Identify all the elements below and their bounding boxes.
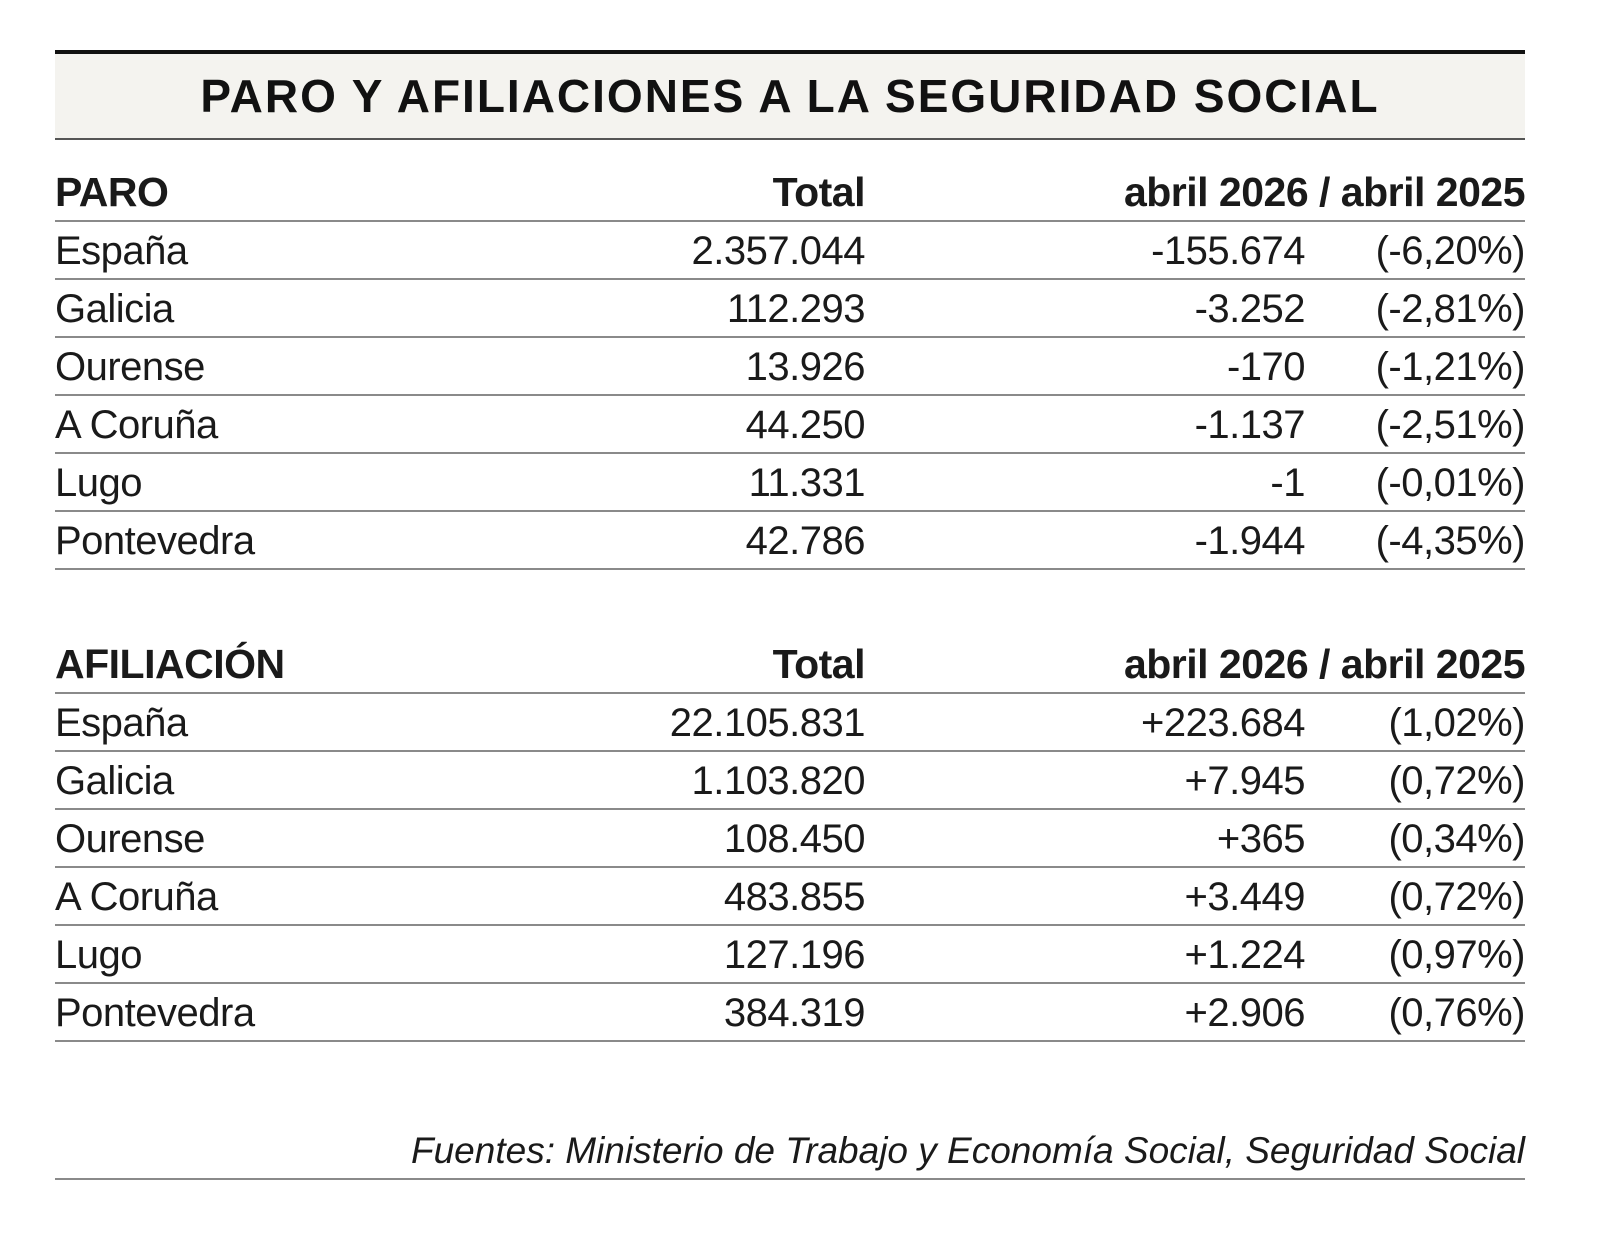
afiliacion-total-header: Total — [772, 641, 865, 687]
paro-variation-header: abril 2026 / abril 2025 — [1123, 169, 1525, 215]
region-name: España — [55, 701, 188, 745]
total-value: 13.926 — [745, 345, 865, 389]
title-banner — [55, 50, 1525, 140]
variation-value: -170 — [1226, 345, 1305, 389]
percent-value: (-2,51%) — [1375, 403, 1525, 447]
total-value: 108.450 — [723, 817, 865, 861]
region-name: Galicia — [55, 287, 174, 331]
variation-value: +2.906 — [1184, 991, 1305, 1035]
total-value: 22.105.831 — [669, 701, 865, 745]
variation-value: +1.224 — [1184, 933, 1305, 977]
total-value: 42.786 — [745, 519, 865, 563]
table-row — [55, 752, 1525, 810]
region-name: Ourense — [55, 817, 205, 861]
region-name: Galicia — [55, 759, 174, 803]
variation-value: -1.944 — [1194, 519, 1305, 563]
percent-value: (-6,20%) — [1375, 229, 1525, 273]
table-row — [55, 396, 1525, 454]
afiliacion-variation-header: abril 2026 / abril 2025 — [1123, 641, 1525, 687]
variation-value: +3.449 — [1184, 875, 1305, 919]
sources-text: Fuentes: Ministerio de Trabajo y Economía Social, Seguridad Social — [411, 1130, 1525, 1171]
percent-value: (-2,81%) — [1375, 287, 1525, 331]
percent-value: (0,97%) — [1388, 933, 1525, 977]
region-name: Pontevedra — [55, 991, 255, 1035]
paro-section — [55, 162, 1525, 570]
page-title: PARO Y AFILIACIONES A LA SEGURIDAD SOCIAL — [200, 70, 1380, 122]
region-name: Lugo — [55, 461, 142, 505]
table-row — [55, 984, 1525, 1042]
table-row — [55, 280, 1525, 338]
total-value: 1.103.820 — [691, 759, 865, 803]
table-row — [55, 512, 1525, 570]
percent-value: (-4,35%) — [1375, 519, 1525, 563]
table-row — [55, 222, 1525, 280]
sources-footnote — [55, 1122, 1525, 1180]
total-value: 483.855 — [723, 875, 865, 919]
paro-heading: PARO — [55, 169, 169, 215]
percent-value: (0,76%) — [1388, 991, 1525, 1035]
table-row — [55, 868, 1525, 926]
total-value: 44.250 — [745, 403, 865, 447]
total-value: 384.319 — [723, 991, 865, 1035]
variation-value: -1.137 — [1194, 403, 1305, 447]
paro-header-row — [55, 162, 1525, 222]
total-value: 2.357.044 — [691, 229, 865, 273]
afiliacion-header-row — [55, 634, 1525, 694]
region-name: Ourense — [55, 345, 205, 389]
region-name: A Coruña — [55, 875, 218, 919]
afiliacion-section — [55, 634, 1525, 1042]
table-row — [55, 338, 1525, 396]
table-row — [55, 694, 1525, 752]
percent-value: (0,34%) — [1388, 817, 1525, 861]
variation-value: +7.945 — [1184, 759, 1305, 803]
table-row — [55, 926, 1525, 984]
table-row — [55, 454, 1525, 512]
afiliacion-heading: AFILIACIÓN — [55, 641, 285, 687]
table-row — [55, 810, 1525, 868]
region-name: A Coruña — [55, 403, 218, 447]
paro-total-header: Total — [772, 169, 865, 215]
percent-value: (-1,21%) — [1375, 345, 1525, 389]
afiliacion-rows — [55, 694, 1525, 1042]
percent-value: (-0,01%) — [1375, 461, 1525, 505]
percent-value: (1,02%) — [1388, 701, 1525, 745]
variation-value: -3.252 — [1194, 287, 1305, 331]
total-value: 127.196 — [723, 933, 865, 977]
variation-value: +223.684 — [1141, 701, 1305, 745]
region-name: España — [55, 229, 188, 273]
percent-value: (0,72%) — [1388, 875, 1525, 919]
region-name: Lugo — [55, 933, 142, 977]
variation-value: +365 — [1216, 817, 1305, 861]
percent-value: (0,72%) — [1388, 759, 1525, 803]
paro-rows — [55, 222, 1525, 570]
variation-value: -155.674 — [1151, 229, 1305, 273]
variation-value: -1 — [1270, 461, 1305, 505]
total-value: 11.331 — [748, 461, 865, 505]
infographic-table — [55, 50, 1525, 1180]
total-value: 112.293 — [726, 287, 865, 331]
region-name: Pontevedra — [55, 519, 255, 563]
